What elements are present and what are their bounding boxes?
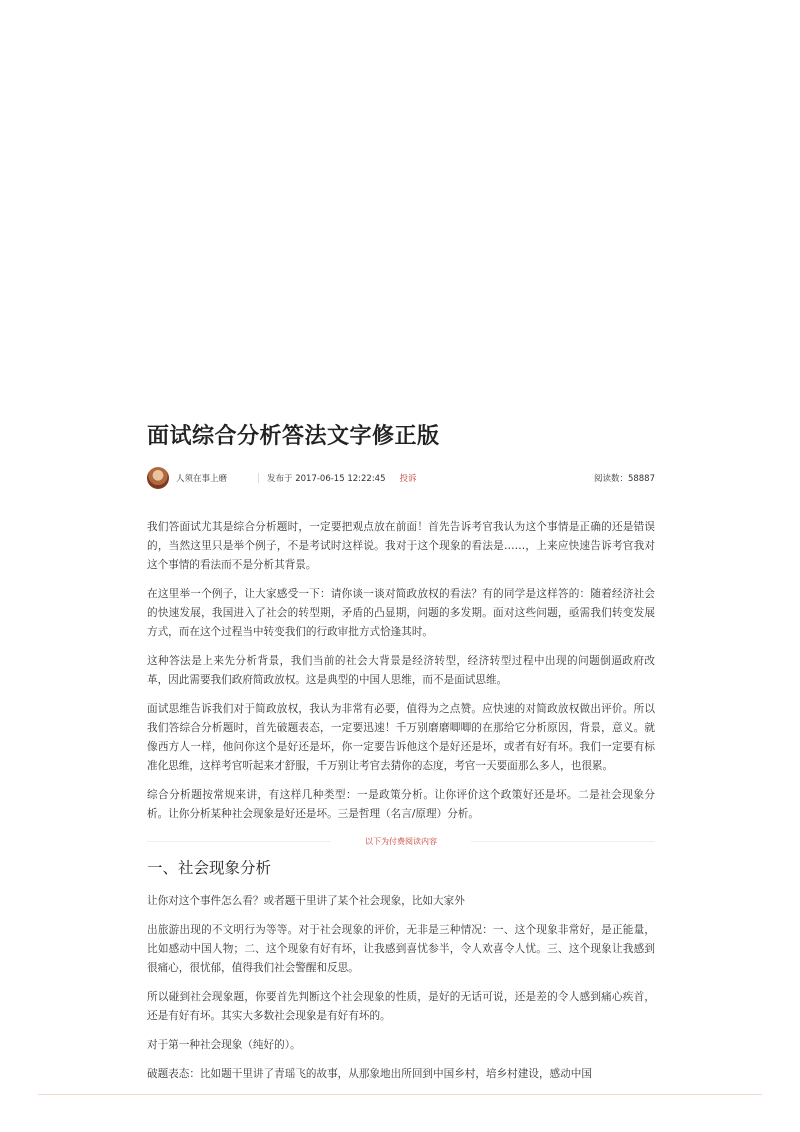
paywall-label: 以下为付费阅读内容 — [365, 836, 437, 846]
author-avatar[interactable] — [147, 467, 169, 489]
paid-paragraph: 让你对这个事件怎么看？或者题干里讲了某个社会现象，比如大家外 — [147, 895, 465, 907]
paid-paragraph: 出旅游出现的不文明行为等等。对于社会现象的评价，无非是三种情况：一、这个现象非常好，是正能量，比如感动中国人物；二、这个现象有好有坏，让我感到喜忧参半，令人欢喜令人忧。三、这个现象让我感到很痛心，很忧郁，值得我们社会警醒和反思。 — [147, 924, 655, 974]
paid-paragraph: 对于第一种社会现象（纯好的）。 — [147, 1039, 301, 1051]
paragraph: 这种答法是上来先分析背景，我们当前的社会大背景是经济转型，经济转型过程中出现的问题倒逼政府改革，因此需要我们政府简政放权。这是典型的中国人思维，而不是面试思维。 — [147, 655, 655, 686]
author-name[interactable]: 人须在事上磨 — [176, 474, 228, 484]
article-title: 面试综合分析答法文字修正版 — [147, 424, 440, 449]
article — [147, 422, 655, 1094]
paragraph: 在这里举一个例子，让大家感受一下：请你谈一谈对简政放权的看法？有的同学是这样答的：随着经济社会的快速发展，我国进入了社会的转型期，矛盾的凸显期，问题的多发期。面对这些问题，亟需我们转变发展方式，而在这个过程当中转变我们的行政审批方式恰逢其时。 — [147, 588, 655, 638]
report-link[interactable]: 投诉 — [399, 474, 417, 484]
paragraph: 面试思维告诉我们对于简政放权，我认为非常有必要，值得为之点赞。应快速的对简政放权做出评价。所以我们答综合分析题时，首先破题表态，一定要迅速！千万别磨磨唧唧的在那给它分析原因，背景，意义。就像西方人一样，他问你这个是好还是坏，你一定要告诉他这个是好还是坏，或者有好有坏。我们一定要有标准化思维，这样考官听起来才舒服，千万别让考官去猜你的态度，考官一天要面那么多人，也很累。 — [147, 703, 655, 772]
paragraph: 综合分析题按常规来讲，有这样几种类型：一是政策分析。让你评价这个政策好还是坏。二是社会现象分析。让你分析某种社会现象是好还是坏。三是哲理（名言/原理）分析。 — [147, 789, 655, 820]
publish-date: 发布于 2017-06-15 12:22:45 — [267, 474, 386, 484]
read-count: 阅读数：58887 — [593, 474, 655, 484]
article-meta — [147, 466, 655, 490]
divider-line-left — [147, 841, 331, 842]
paragraph: 我们答面试尤其是综合分析题时，一定要把观点放在前面！首先告诉考官我认为这个事情是正确的还是错误的，当然这里只是举个例子，不是考试时这样说。我对于这个现象的看法是……，上来应快速告诉考官我对这个事情的看法而不是分析其背景。 — [147, 521, 655, 571]
paid-paragraph: 破题表态：比如题干里讲了青瑶飞的故事，从那象地出所回到中国乡村，培乡村建设，感动中国 — [147, 1068, 592, 1080]
section-heading: 一、社会现象分析 — [147, 859, 272, 877]
meta-divider — [258, 473, 259, 483]
page-bottom-mask — [0, 1095, 800, 1132]
divider-line-right — [471, 841, 655, 842]
paywall-divider — [147, 834, 655, 848]
paid-paragraph: 所以碰到社会现象题，你要首先判断这个社会现象的性质，是好的无话可说，还是差的令人感到痛心疾首，还是有好有坏。其实大多数社会现象是有好有坏的。 — [147, 991, 655, 1022]
